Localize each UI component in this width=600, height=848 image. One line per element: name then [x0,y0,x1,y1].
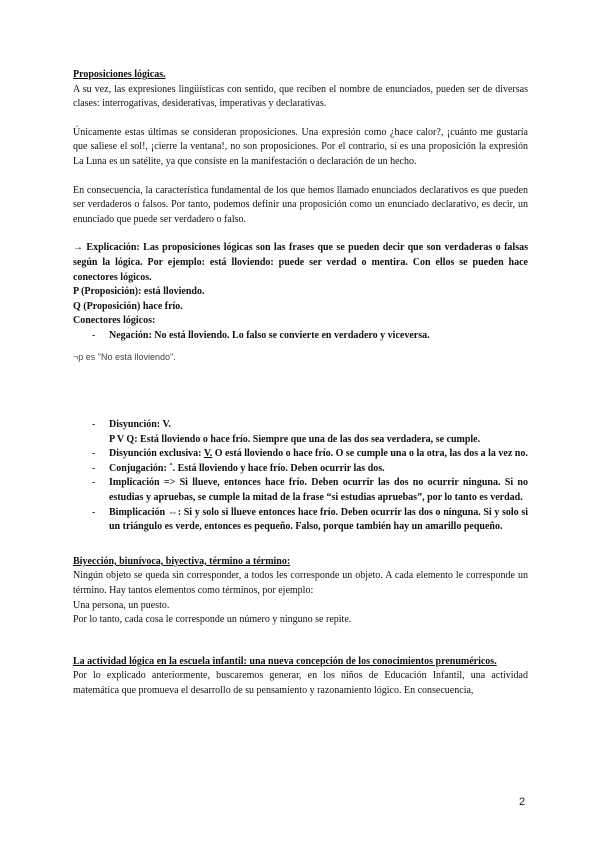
exclusiva-symbol: V. [203,448,213,460]
negation-caption: ¬p es "No está lloviendo". [73,351,176,362]
exclusiva-label: Disyunción exclusiva: [109,448,204,460]
paragraph: Ningún objeto se queda sin corresponder, a todos les corresponde un objeto. A cada elemento le corresponde un término. Hay tantos elementos como términos, por ejemplo: [73,570,528,597]
paragraph: Por lo explicado anteriormente, buscaremos generar, en los niños de Educación Infantil, una actividad matemática que promueva el desarrollo de su pensamiento y razonamiento lógico. En consecuencia, [73,670,528,696]
list-item-disyuncion-exclusiva [73,447,528,462]
page-number: 2 [519,796,526,808]
disyuncion-heading: - Disyunción: V. [109,419,171,431]
connector-list [73,329,528,344]
list-item-conjugacion: - Conjugación: ˆ. Está lloviendo y hace frío. Deben ocurrir las dos. [73,462,528,477]
connector-list [73,418,528,535]
proposition-q: Q (Proposición) hace frío. [73,300,183,312]
disyuncion-example: P V Q: Está lloviendo o hace frío. Siempre que una de las dos sea verdadera, se cumple. [109,433,481,445]
list-item-negacion: - Negación: No está lloviendo. Lo falso se convierte en verdadero y viceversa. [73,329,528,344]
list-item-implicacion: - Implicación => Si llueve, entonces hace frío. Deben ocurrir las dos no ocurrir ninguna. Si no estudias y apruebas, se cumple la mitad de la frase “si estudias apruebas”, por lo tanto es verdad. [73,476,528,505]
section-title-proposiciones: Proposiciones lógicas. [73,69,166,80]
list-item-bimplicacion: - Bimplicación ⇔: Si y solo si llueve entonces hace frío. Deben ocurrir las dos o ninguna. Si y solo si un triángulo es verde, entonces es pequeño. Falso, porque también hay un amarillo pequeño. [73,506,528,535]
section-title-biyeccion: Biyección, biunívoca, biyectiva, término a término: [73,555,291,567]
connectors-heading: Conectores lógicos: [73,315,156,327]
section-title-actividad-logica: La actividad lógica en la escuela infantil: una nueva concepción de los conocimientos prenuméricos. [73,655,497,667]
exclusiva-text: O está lloviendo o hace frío. O se cumple una o la otra, las dos a la vez no. [212,448,528,460]
paragraph: En consecuencia, la característica fundamental de los que hemos llamado enunciados declarativos es que pueden ser verdaderos o falsos. Por tanto, podemos definir una proposición como un enunciado declarativo, es decir, un enunciado que puede ser verdadero o falso. [73,184,528,225]
paragraph: Por lo tanto, cada cosa le corresponde un número y ninguno se repite. [73,614,352,626]
proposition-p: P (Proposición): está lloviendo. [73,286,205,298]
paragraph: A su vez, las expresiones lingüísticas con sentido, que reciben el nombre de enunciados, pueden ser de diversas clases: interrogativas, desiderativas, imperativas y declarativas. [73,83,528,110]
paragraph: Una persona, un puesto. [73,599,170,611]
list-item-disyuncion [73,418,528,447]
paragraph: Únicamente estas últimas se consideran proposiciones. Una expresión como ¿hace calor?, ¡cuánto me gustaría que saliese el sol!, ¡cierre la ventana!, no son proposiciones. Por el contrario, sí es una proposición la expresión La Luna es un satélite, ya que consiste en la manifestación o declaración de un hecho. [73,126,528,167]
document-page [73,68,528,699]
explanation-paragraph: → Explicación: Las proposiciones lógicas son las frases que se pueden decir que son verdaderas o falsas según la lógica. Por ejemplo: está lloviendo: puede ser verdad o mentira. Con ellos se pueden hace conectores lógicos. [73,242,528,283]
